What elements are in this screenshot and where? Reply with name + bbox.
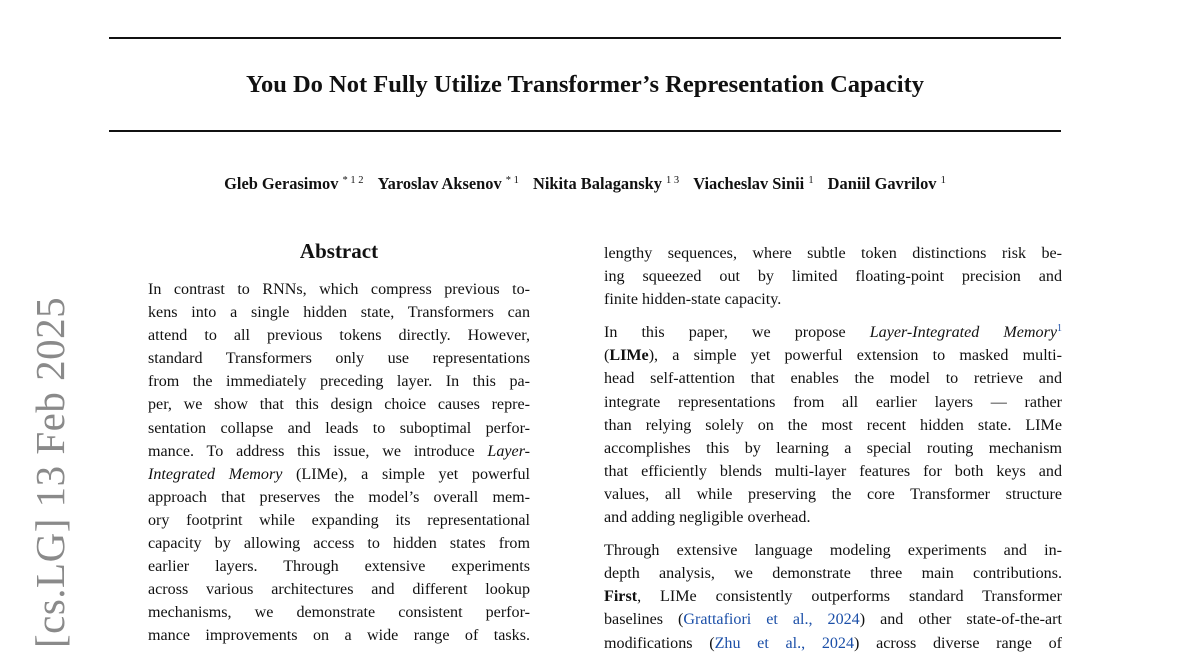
abstract-italic: Layer-	[487, 442, 530, 460]
body-line: and adding negligible overhead.	[604, 509, 811, 527]
body-line: depth analysis, we demonstrate three main contributions.	[604, 565, 1062, 583]
abstract-line: capacity by allowing access to hidden states from	[148, 535, 530, 553]
abstract-text: (LIMe), a simple yet powerful	[282, 465, 530, 483]
author: Gleb Gerasimov $^{* 1 2}$	[224, 174, 364, 193]
body-text: ), a simple yet powerful extension to masked multi-	[648, 347, 1062, 365]
abstract-line: ory footprint while expanding its representational	[148, 511, 530, 529]
author: Nikita Balagansky $^{1 3}$	[533, 174, 680, 193]
body-line: integrate representations from all earlier layers — rather	[604, 393, 1062, 411]
body-line: ing squeezed out by limited floating-point precision and	[604, 268, 1062, 286]
citation-link[interactable]: Grattafiori et al., 2024	[683, 611, 860, 629]
author: Daniil Gavrilov $^1$	[827, 174, 946, 193]
body-bold: LIMe	[609, 347, 649, 365]
body-text: , LIMe consistently outperforms standard Transformer	[637, 588, 1062, 606]
abstract-text: mance. To address this issue, we introduce	[148, 442, 488, 460]
abstract-line: attend to all previous tokens directly. However,	[148, 327, 530, 345]
footnote-marker[interactable]: 1	[1057, 323, 1062, 335]
arxiv-watermark: [cs.LG] 13 Feb 2025	[27, 296, 73, 648]
body-line: that efficiently blends multi-layer features for both keys and	[604, 462, 1062, 480]
body-text: baselines (	[604, 611, 684, 629]
author: Viacheslav Sinii $^1$	[693, 174, 814, 193]
abstract-column	[148, 238, 530, 648]
abstract-line: earlier layers. Through extensive experiments	[148, 558, 530, 576]
abstract-line: kens into a single hidden state, Transformers can	[148, 304, 530, 322]
paragraph-gap	[604, 529, 1062, 539]
body-text: In this paper, we propose	[604, 324, 870, 342]
paragraph-gap	[604, 311, 1062, 321]
body-text: modifications (	[604, 634, 715, 652]
citation-link[interactable]: Zhu et al., 2024	[714, 634, 855, 652]
title-rule-top	[109, 37, 1061, 39]
abstract-line: mance improvements on a wide range of tasks.	[148, 627, 530, 645]
abstract-line: In contrast to RNNs, which compress previous to-	[148, 281, 530, 298]
abstract-line: from the immediately preceding layer. In this pa-	[148, 373, 530, 391]
intro-column	[604, 242, 1062, 655]
abstract-heading: Abstract	[299, 239, 379, 263]
abstract-line: approach that preserves the model’s overall mem-	[148, 488, 530, 506]
body-line: lengthy sequences, where subtle token distinctions risk be-	[604, 245, 1062, 262]
body-bold: First	[604, 588, 638, 606]
title-rule-bottom	[109, 130, 1061, 132]
abstract-line: per, we show that this design choice causes repre-	[148, 396, 530, 414]
abstract-line: mechanisms, we demonstrate consistent perfor-	[148, 604, 530, 622]
paper-title: You Do Not Fully Utilize Transformer’s Representation Capacity	[246, 71, 924, 98]
abstract-line: sentation collapse and leads to suboptimal perfor-	[148, 419, 530, 437]
author-list	[0, 174, 1170, 194]
body-line: values, all while preserving the core Transformer structure	[604, 485, 1062, 503]
abstract-line: across various architectures and different lookup	[148, 581, 530, 599]
body-line	[604, 608, 1062, 631]
abstract-line	[148, 440, 530, 463]
body-line: than relying solely on the most recent hidden state. LIMe	[604, 416, 1062, 434]
abstract-line: standard Transformers only use representations	[148, 350, 530, 368]
body-line: finite hidden-state capacity.	[604, 291, 782, 309]
body-line	[604, 632, 1062, 655]
body-line	[604, 321, 1062, 344]
body-line	[604, 585, 1062, 608]
abstract-italic: Integrated Memory	[148, 465, 283, 483]
body-line: Through extensive language modeling experiments and in-	[604, 542, 1062, 560]
body-text: ) across diverse range of	[854, 634, 1062, 652]
author: Yaroslav Aksenov $^{* 1}$	[377, 174, 519, 193]
body-italic: Layer-Integrated Memory	[869, 324, 1057, 342]
body-line: accomplishes this by learning a special routing mechanism	[604, 439, 1062, 457]
body-line: head self-attention that enables the model to retrieve and	[604, 370, 1062, 388]
abstract-line	[148, 463, 530, 486]
body-text: ) and other state-of-the-art	[859, 611, 1062, 629]
body-line: (LIMe), a simple yet powerful extension to masked multi-	[604, 347, 1062, 365]
